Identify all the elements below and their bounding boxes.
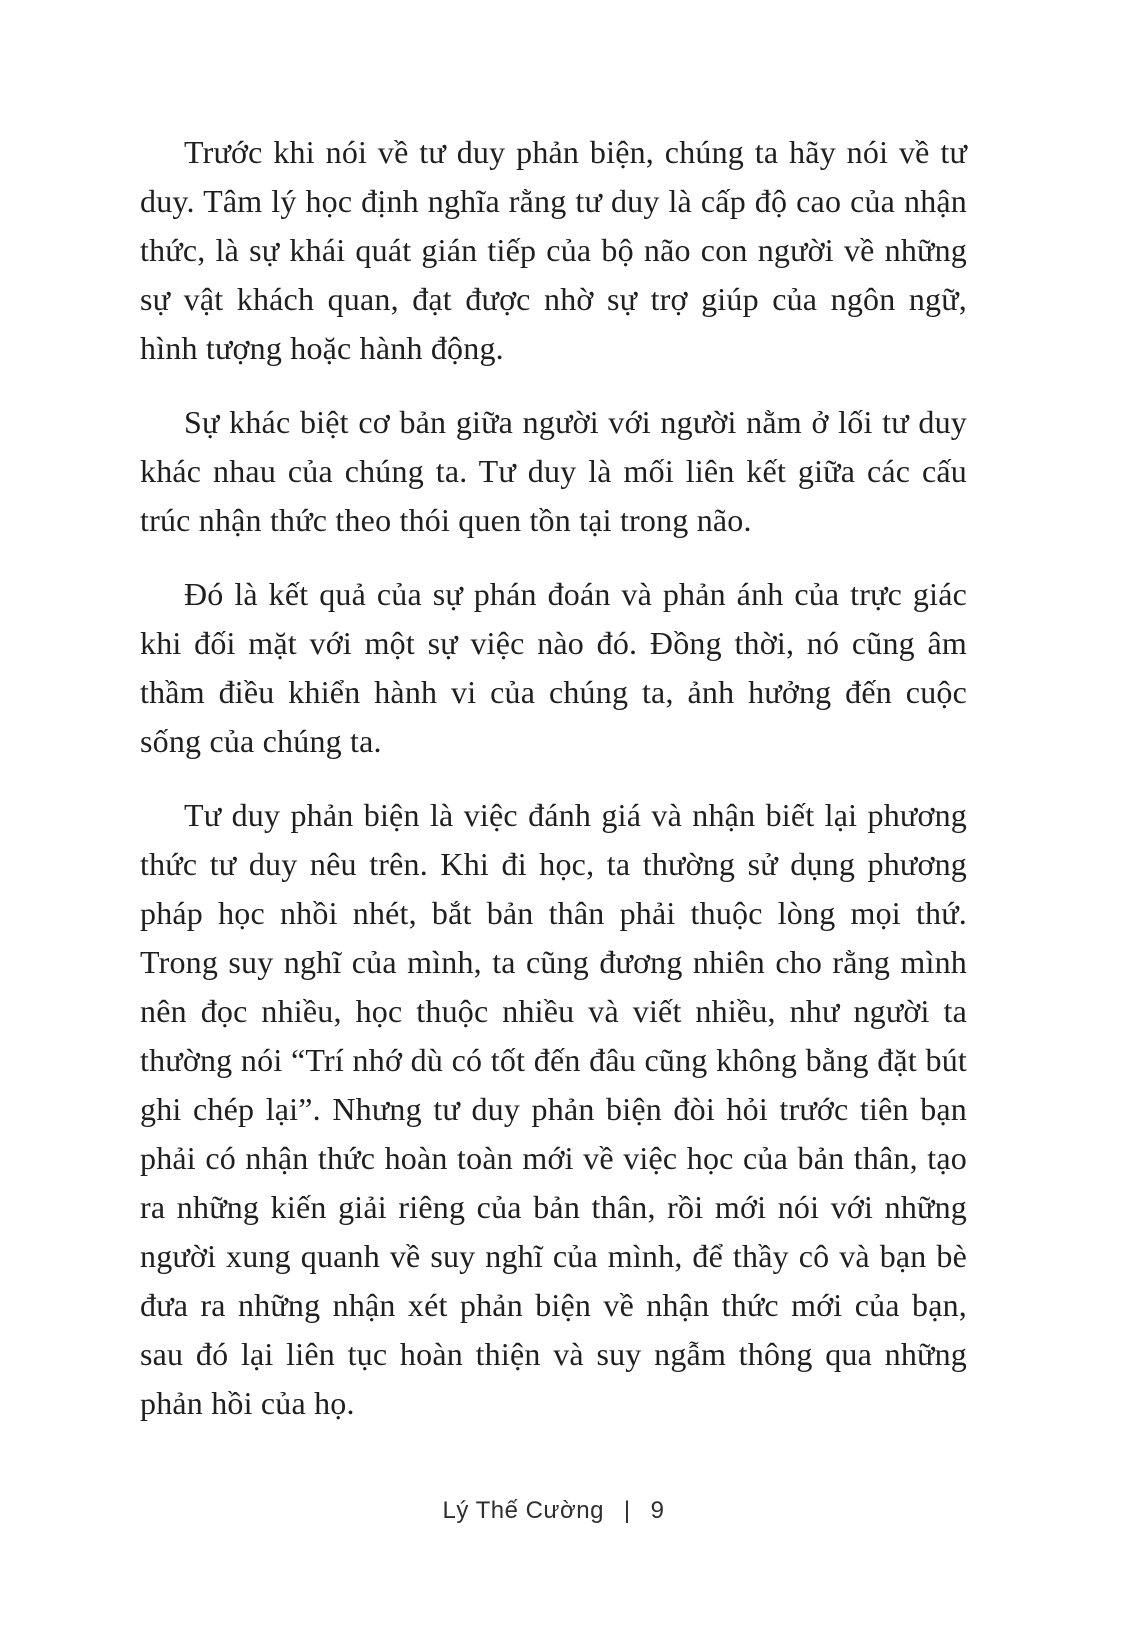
paragraph-4: Tư duy phản biện là việc đánh giá và nhận biết lại phương thức tư duy nêu trên. Khi đi học, ta thường sử dụng phương pháp học nhồi nhét, bắt bản thân phải thuộc lòng mọi thứ. Trong suy nghĩ của mình, ta cũng đương nhiên cho rằng mình nên đọc nhiều, học thuộc nhiều và viết nhiều, như người ta thường nói “Trí nhớ dù có tốt đến đâu cũng không bằng đặt bút ghi chép lại”. Nhưng tư duy phản biện đòi hỏi trước tiên bạn phải có nhận thức hoàn toàn mới về việc học của bản thân, tạo ra những kiến giải riêng của bản thân, rồi mới nói với những người xung quanh về suy nghĩ của mình, để thầy cô và bạn bè đưa ra những nhận xét phản biện về nhận thức mới của bạn, sau đó lại liên tục hoàn thiện và suy ngẫm thông qua những phản hồi của họ. <box>140 797 967 1421</box>
paragraph-2: Sự khác biệt cơ bản giữa người với người nằm ở lối tư duy khác nhau của chúng ta. Tư duy là mối liên kết giữa các cấu trúc nhận thức theo thói quen tồn tại trong não. <box>140 404 967 538</box>
author-name: Lý Thế Cường <box>442 1497 604 1524</box>
paragraph-1: Trước khi nói về tư duy phản biện, chúng ta hãy nói về tư duy. Tâm lý học định nghĩa rằng tư duy là cấp độ cao của nhận thức, là sự khái quát gián tiếp của bộ não con người về những sự vật khách quan, đạt được nhờ sự trợ giúp của ngôn ngữ, hình tượng hoặc hành động. <box>140 134 967 366</box>
footer-separator: | <box>623 1497 631 1524</box>
body-text <box>140 128 967 1453</box>
page-footer <box>140 1497 967 1525</box>
page-number: 9 <box>650 1497 665 1524</box>
paragraph-3: Đó là kết quả của sự phán đoán và phản ánh của trực giác khi đối mặt với một sự việc nào đó. Đồng thời, nó cũng âm thầm điều khiển hành vi của chúng ta, ảnh hưởng đến cuộc sống của chúng ta. <box>140 576 967 759</box>
